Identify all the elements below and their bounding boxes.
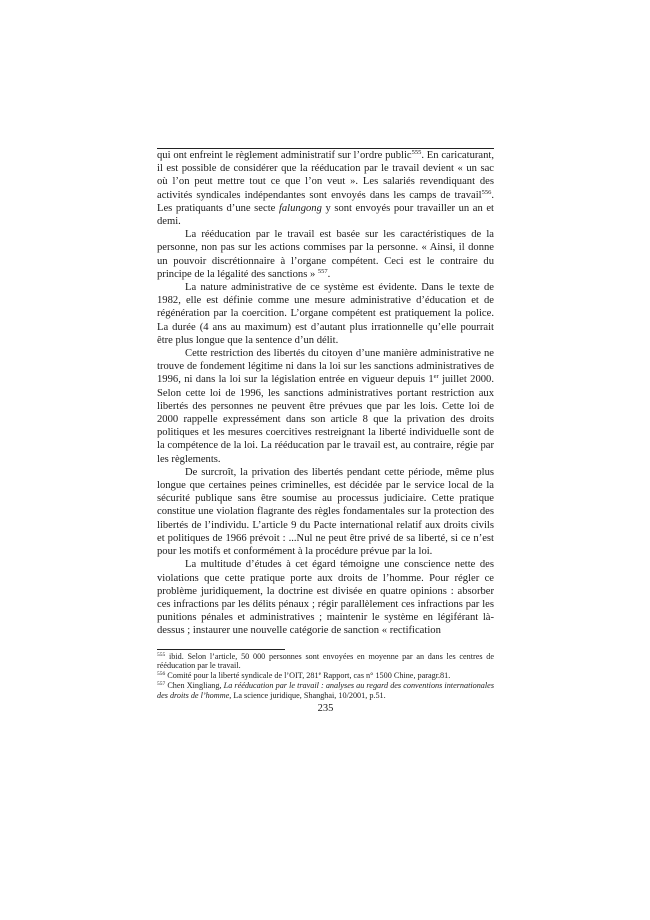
text-run: La nature administrative de ce système est évidente. Dans le texte de 1982, elle est définie comme une mesure administrative d’éducation et de régénération par la coercition. L’organe compétent est pratiquement la police. La durée (4 ans au maximum) est d’autant plus irrationnelle qu’elle pourrait être plus longue que la sentence d’un délit.	[157, 282, 494, 346]
footnotes	[157, 652, 494, 701]
text-run: , La science juridique, Shanghai, 10/2001, p.51.	[229, 690, 386, 700]
footnote-ref: e	[318, 671, 322, 678]
footnote-ref: er	[433, 373, 439, 381]
text-run: y sont envoyés pour travailler un an et demi.	[157, 202, 494, 228]
paragraph	[157, 281, 494, 347]
footnote-ref: 557	[317, 267, 328, 275]
footnote	[157, 652, 494, 672]
italic-text: falungong	[278, 202, 322, 214]
footnote	[157, 681, 494, 701]
text-run: qui ont enfreint le règlement administratif sur l’ordre public	[157, 150, 412, 161]
footnote-ref: 556	[157, 671, 166, 678]
footnote-separator	[157, 649, 285, 650]
text-run: Rapport, cas n° 1500 Chine, paragr.81.	[321, 671, 451, 681]
footnote	[157, 671, 494, 681]
text-run: juillet 2000. Selon cette loi de 1996, les sanctions administratives portant restriction aux libertés des personnes ne peuvent être prévues que par les lois. Cette loi de 2000 rappelle expressément dans son article 8 que la privation des droits politiques et les mesures coercitives restreignant la liberté individuelle sont de la compétence de la loi. La rééducation par le travail est, au contraire, régie par les règlements.	[157, 374, 494, 465]
text-run: Cette restriction des libertés du citoyen d’une manière administrative ne trouve de fondement légitime ni dans la loi sur les sanctions administratives de 1996, ni dans la loi sur la législation entrée en vigueur depuis 1	[157, 348, 494, 386]
paragraph	[157, 347, 494, 466]
text-run: Chen Xingliang,	[165, 680, 224, 690]
text-run: De surcroît, la privation des libertés pendant cette période, même plus longue que certaines peines criminelles, est décidée par le service local de la sécurité publique sans être soumise au processus judiciaire. Cette pratique constitue une violation flagrante des règles fondamentales sur la protection des libertés de l’individu. L’article 9 du Pacte international relatif aux droits civils et politiques de 1966 prévoit : ...Nul ne peut être privé de sa liberté, si ce n’est pour les motifs et conformément à la procédure prévue par la loi.	[157, 466, 494, 558]
footnote-ref: 555	[157, 651, 166, 658]
paragraph	[157, 149, 494, 228]
text-run: La rééducation par le travail est basée sur les caractéristiques de la personne, non pas sur les actions commises par la personne. « Ainsi, il donne un pouvoir discrétionnaire à l’organe compétent. Ceci est le contraire du principe de la légalité des sanctions »	[157, 229, 494, 280]
italic-text: La rééducation par le travail : analyses au regard des conventions internationales des droits de l’homme	[157, 680, 495, 700]
page-number: 235	[317, 702, 334, 714]
paragraph	[157, 228, 494, 281]
text-run: .	[327, 268, 331, 280]
footnote-ref: 557	[157, 680, 166, 687]
paragraph	[157, 466, 494, 558]
text-run: La multitude d’études à cet égard témoigne une conscience nette des violations que cette pratique porte aux droits de l’homme. Pour régler ce problème juridiquement, la doctrine est divisée en quatre opinions : absorber ces infractions par les délits pénaux ; régir parallèlement ces infractions par les punitions pénales et administratives ; maintenir le système en légiférant là-dessus ; instaurer une nouvelle catégorie de sanction « rectification	[157, 559, 494, 637]
text-run: . Les pratiquants d’une secte	[157, 189, 494, 214]
text-run: ibid. Selon l’article, 50 000 personnes sont envoyées en moyenne par an dans les centres de rééducation par le travail.	[157, 651, 494, 671]
footnote-ref: 555	[411, 149, 422, 156]
text-run: Comité pour la liberté syndicale de l’OIT, 281	[165, 671, 319, 681]
text-run: . En caricaturant, il est possible de considérer que la rééducation par le travail devient « un sac où l’on peut mettre tout ce que l’on veut ». Les salariés revendiquant des activités syndicales indépendantes sont envoyés dans les camps de travail	[157, 150, 494, 201]
footnote-ref: 556	[481, 188, 492, 196]
body-text	[157, 149, 494, 638]
paragraph	[157, 558, 494, 637]
document-page	[157, 148, 494, 714]
